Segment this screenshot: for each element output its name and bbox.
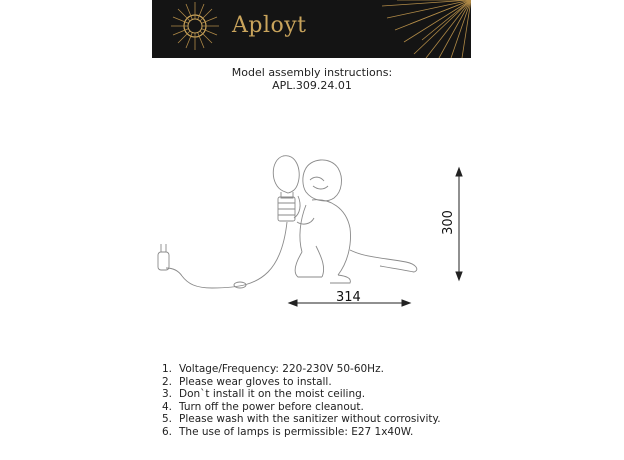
list-item: 3. Don`t install it on the moist ceiling.	[162, 388, 366, 401]
list-item: 5. Please wash with the sanitizer without corrosivity.	[162, 413, 441, 426]
power-cord	[158, 222, 287, 288]
monkey-lamp-illustration	[273, 156, 417, 283]
brand-logo-text: Aployt	[232, 13, 307, 38]
list-item: 4. Turn off the power before cleanout.	[162, 400, 364, 413]
height-dimension-label: 300	[440, 210, 456, 235]
list-item: 2. Please wear gloves to install.	[162, 375, 332, 388]
instructions-list	[162, 363, 441, 439]
plug-icon	[158, 252, 169, 270]
list-item: 6. The use of lamps is permissible: E27 1x40W.	[162, 425, 414, 438]
list-item: 1. Voltage/Frequency: 220-230V 50-60Hz.	[162, 363, 384, 375]
dimension-lines	[289, 168, 462, 306]
width-dimension-label: 314	[336, 290, 361, 305]
model-number: APL.309.24.01	[272, 79, 352, 92]
document-title: Model assembly instructions:	[231, 66, 393, 79]
